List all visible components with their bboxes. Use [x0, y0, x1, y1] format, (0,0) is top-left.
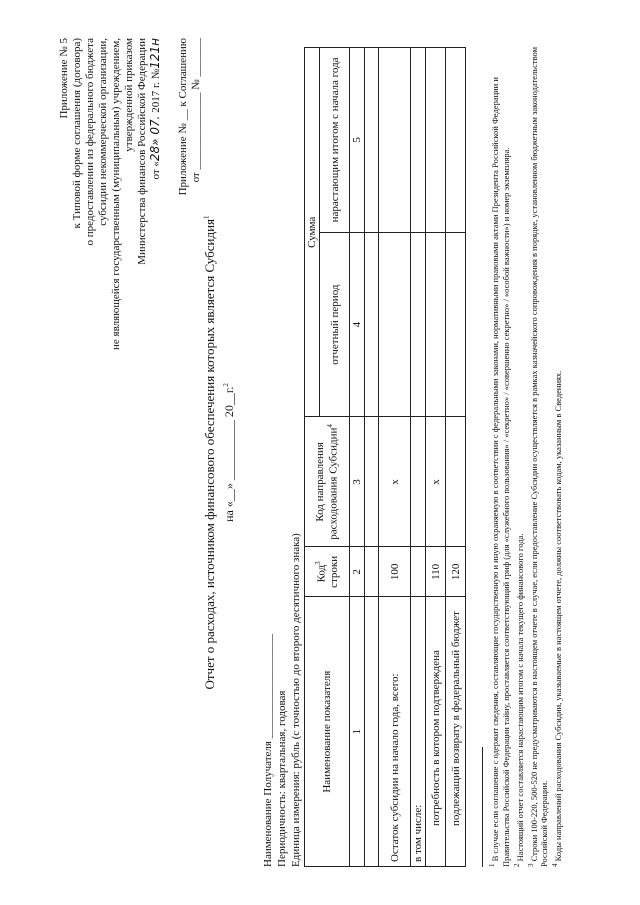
row-name: потребность в котором подтверждена: [426, 597, 446, 867]
row-direction: x: [379, 417, 411, 547]
header-line: субсидии некоммерческой организации,: [97, 38, 109, 226]
table-row: [379, 48, 411, 867]
footnote: $^4$ Коды направлений расходования Субсидии, указываемые в настоящем отчете, должны соответствовать кодам, указанным в Сведениях.: [551, 370, 564, 867]
row-code: 100: [379, 547, 411, 597]
header-direction-code: Код направления расходования Субсидии$^4$: [305, 417, 350, 547]
header-line: утвержденной приказом: [123, 38, 135, 152]
footnote: $^3$ Строки 100-220, 500-520 не предусматриваются в настоящем отчете в случае, если предоставление Субсидии осуществляется в рамках казначейского сопровождения в порядке, установленном бюджетным законодательством Российской Федерации.: [526, 46, 550, 867]
row-cumulative-value: [411, 48, 426, 233]
measurement-unit: Единица измерения: рубль (с точностью до второго десятичного знака): [290, 533, 302, 867]
expense-report-table: [304, 47, 466, 867]
row-period-value: [446, 232, 466, 417]
table-row: [446, 48, 466, 867]
appendix-header: [58, 38, 203, 350]
row-period-value: [426, 232, 446, 417]
column-number: 1: [350, 597, 365, 867]
report-title: Отчет о расходах, источником финансового обеспечения которых является Субсидия$^1$: [202, 215, 217, 690]
header-line: о предоставлении из федерального бюджета: [84, 38, 96, 246]
footnotes: [487, 37, 564, 867]
row-period-value: [411, 232, 426, 417]
row-code: 120: [446, 547, 466, 597]
header-reporting-period: отчетный период: [320, 232, 350, 417]
row-code: [411, 547, 426, 597]
agreement-appendix-line: Приложение № __ к Соглашению: [177, 38, 189, 196]
row-name: Остаток субсидии на начало года, всего:: [379, 597, 411, 867]
row-name: подлежащий возврату в федеральный бюджет: [446, 597, 466, 867]
footnote: $^1$ В случае если соглашение с одержит сведения, составляющие государственную и иную охраняемую в соответствии с федеральными законами, нормативными правовыми актами Президента Российской Федерации и Правительства Российской Федерации тайну, проставляется соответствующий гриф (для «служебного пользования» / «секретно» / «совершенно секретно» / «особой важности») и номер экземпляра.: [488, 77, 511, 867]
row-cumulative-value: [426, 48, 446, 233]
row-direction: [411, 417, 426, 547]
row-code: 110: [426, 547, 446, 597]
handwritten-order-number: 121н: [148, 38, 162, 69]
row-cumulative-value: [379, 48, 411, 233]
column-number: 4: [350, 232, 365, 417]
column-number: 2: [350, 547, 365, 597]
row-direction: [446, 417, 466, 547]
row-period-value: [379, 232, 411, 417]
header-indicator-name: Наименование показателя: [305, 597, 350, 867]
column-number: 5: [350, 48, 365, 233]
agreement-from-line: от ______________ № _______: [190, 38, 202, 183]
table-row-empty: [365, 48, 379, 867]
footnote: $^2$ Настоящий отчет составляется нарастающим итогом с начала текущего финансового года.: [512, 533, 525, 867]
header-line: к Типовой форме соглашения (договора): [71, 38, 83, 229]
header-line: Министерства финансов Российской Федерации: [136, 38, 148, 265]
header-line-code: Код$^3$ строки: [305, 547, 350, 597]
row-direction: x: [426, 417, 446, 547]
table-row: [426, 48, 446, 867]
report-date-line: на «__» __________ 20__г.$^2$: [222, 383, 236, 522]
order-date-line: от «28» 07. 2017 г. №121н: [148, 38, 162, 180]
table-row: [411, 48, 426, 867]
handwritten-order-date: 28» 07.: [148, 115, 162, 162]
header-line: Приложение № 5: [58, 38, 70, 119]
row-name: в том числе:: [411, 597, 426, 867]
header-sum: Сумма: [305, 48, 320, 418]
footnote-separator: [482, 747, 483, 867]
column-number: 3: [350, 417, 365, 547]
periodicity: Периодичность: квартальная, годовая: [276, 690, 288, 867]
header-cumulative: нарастающим итогом с начала года: [320, 48, 350, 233]
row-cumulative-value: [446, 48, 466, 233]
header-line: не являющейся государственным (муниципальным) учреждением,: [110, 38, 122, 350]
recipient-name: Наименование Получателя ___________________: [262, 633, 274, 867]
